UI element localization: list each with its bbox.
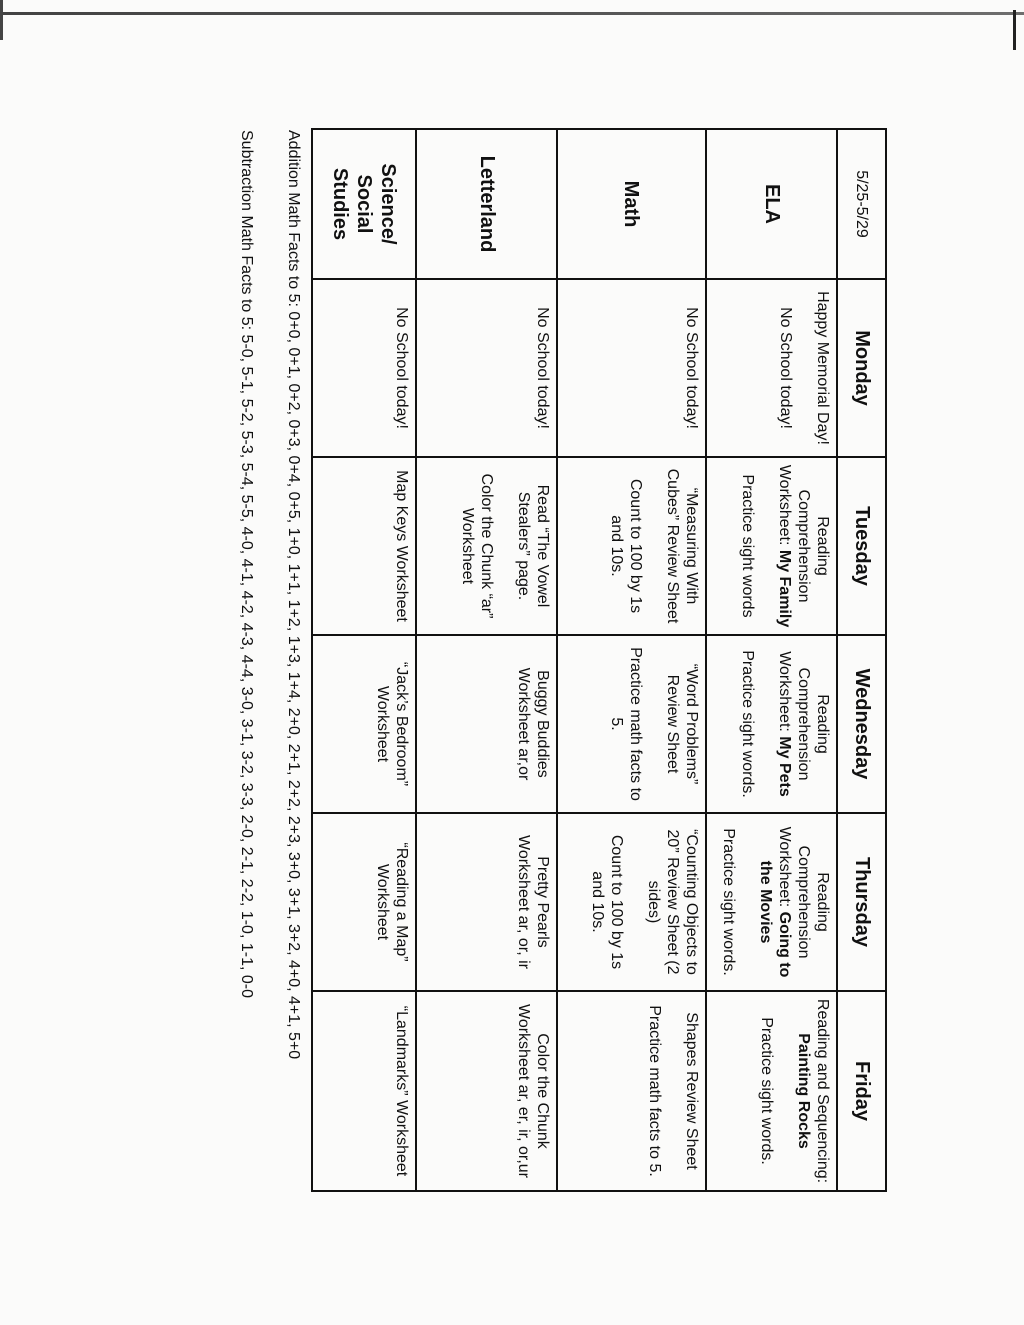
math-wednesday-assignment: “Word Problems” Review Sheet	[664, 663, 701, 785]
letterland-friday-cell: Color the Chunk Worksheet ar, er, ir, or,ur	[416, 991, 557, 1191]
ela-thursday-practice: Practice sight words.	[720, 828, 738, 976]
ela-friday-text: Reading and Sequencing:	[814, 998, 832, 1184]
subject-math: Math	[557, 129, 706, 279]
ela-friday-title: Painting Rocks	[795, 1033, 813, 1149]
day-header-monday: Monday	[837, 279, 886, 457]
letterland-monday-cell: No School today!	[416, 279, 557, 457]
math-tuesday-assignment: “Measuring With Cubes” Review Sheet	[664, 468, 701, 624]
ela-monday-closure: No School today!	[777, 307, 795, 429]
math-monday-cell: No School today!	[557, 279, 706, 457]
math-thursday-assignment: “Counting Objects to 20” Review Sheet (2 sides)	[645, 829, 701, 975]
ela-monday-note: Happy Memorial Day!	[814, 291, 832, 445]
subtraction-facts: Subtraction Math Facts to 5: 5-0, 5-1, 5-2, 5-3, 5-4, 5-5, 4-0, 4-1, 4-2, 4-3, 4-4, 3-0, 3-1, 3-2, 3-3, 2-0, 2-1, 2-2, 1-0, 1-1, 0-0	[238, 130, 255, 998]
weekly-schedule-table	[311, 128, 887, 1192]
day-header-friday: Friday	[837, 991, 886, 1191]
ela-wednesday-title: My Pets	[776, 736, 794, 797]
subject-letterland: Letterland	[416, 129, 557, 279]
ela-row	[706, 129, 837, 1191]
ela-thursday-cell	[706, 813, 837, 991]
ela-wednesday-practice: Practice sight words.	[739, 650, 757, 798]
ela-friday-assignment	[794, 998, 832, 1184]
ela-thursday-title: Going to the Movies	[757, 860, 794, 978]
math-friday-practice: Practice math facts to 5.	[646, 1005, 664, 1177]
science-wednesday-cell: “Jack’s Bedroom” Worksheet	[312, 635, 416, 813]
science-thursday-cell: “Reading a Map” Worksheet	[312, 813, 416, 991]
ela-tuesday-title: My Family	[776, 549, 794, 628]
addition-facts: Addition Math Facts to 5: 0+0, 0+1, 0+2, 0+3, 0+4, 0+5, 1+0, 1+1, 1+2, 1+3, 1+4, 2+0, 2+1, 2+2, 2+3, 3+0, 3+1, 3+2, 4+0, 4+1, 5+0	[285, 130, 302, 1060]
letterland-tuesday-worksheet: Color the Chunk “ar” Worksheet	[458, 473, 495, 619]
math-wednesday-cell	[557, 635, 706, 813]
math-friday-cell	[557, 991, 706, 1191]
ela-tuesday-text: Reading Comprehension Worksheet:	[776, 464, 832, 603]
subject-ela: ELA	[706, 129, 837, 279]
math-wednesday-practice: Practice math facts to 5.	[608, 647, 645, 801]
rotated-page	[197, 128, 887, 1192]
science-row	[312, 129, 416, 1191]
scan-edge-top	[0, 12, 1024, 15]
subject-science-social-studies: Science/ Social Studies	[312, 129, 416, 279]
math-friday-assignment: Shapes Review Sheet	[683, 1012, 701, 1170]
ela-wednesday-cell	[706, 635, 837, 813]
science-monday-cell: No School today!	[312, 279, 416, 457]
math-row	[557, 129, 706, 1191]
science-friday-cell: “Landmarks” Worksheet	[312, 991, 416, 1191]
ela-friday-practice: Practice sight words.	[758, 1017, 776, 1165]
scan-edge-right	[1013, 10, 1016, 50]
day-header-thursday: Thursday	[837, 813, 886, 991]
letterland-wednesday-cell: Buggy Buddies Worksheet ar,or	[416, 635, 557, 813]
day-header-tuesday: Tuesday	[837, 457, 886, 635]
ela-tuesday-practice: Practice sight words	[739, 474, 757, 618]
ela-wednesday-text: Reading Comprehension Worksheet:	[776, 651, 832, 781]
ela-friday-cell	[706, 991, 837, 1191]
math-thursday-cell	[557, 813, 706, 991]
ela-thursday-text: Reading Comprehension Worksheet:	[776, 826, 832, 959]
ela-monday-cell	[706, 279, 837, 457]
ela-wednesday-assignment	[775, 642, 832, 806]
scan-edge-left	[0, 0, 3, 40]
letterland-row	[416, 129, 557, 1191]
letterland-tuesday-cell	[416, 457, 557, 635]
ela-tuesday-cell	[706, 457, 837, 635]
day-header-wednesday: Wednesday	[837, 635, 886, 813]
letterland-tuesday-reading: Read “The Vowel Stealers” page.	[514, 484, 551, 608]
math-tuesday-practice: Count to 100 by 1s and 10s.	[608, 478, 645, 614]
science-tuesday-cell: Map Keys Worksheet	[312, 457, 416, 635]
math-thursday-practice: Count to 100 by 1s and 10s.	[589, 834, 626, 970]
letterland-thursday-cell: Pretty Pearls Worksheet ar, or, ir	[416, 813, 557, 991]
math-tuesday-cell	[557, 457, 706, 635]
ela-tuesday-assignment	[775, 464, 832, 628]
date-range: 5/25-5/29	[837, 129, 886, 279]
ela-thursday-assignment	[756, 820, 832, 984]
header-row	[837, 129, 886, 1191]
